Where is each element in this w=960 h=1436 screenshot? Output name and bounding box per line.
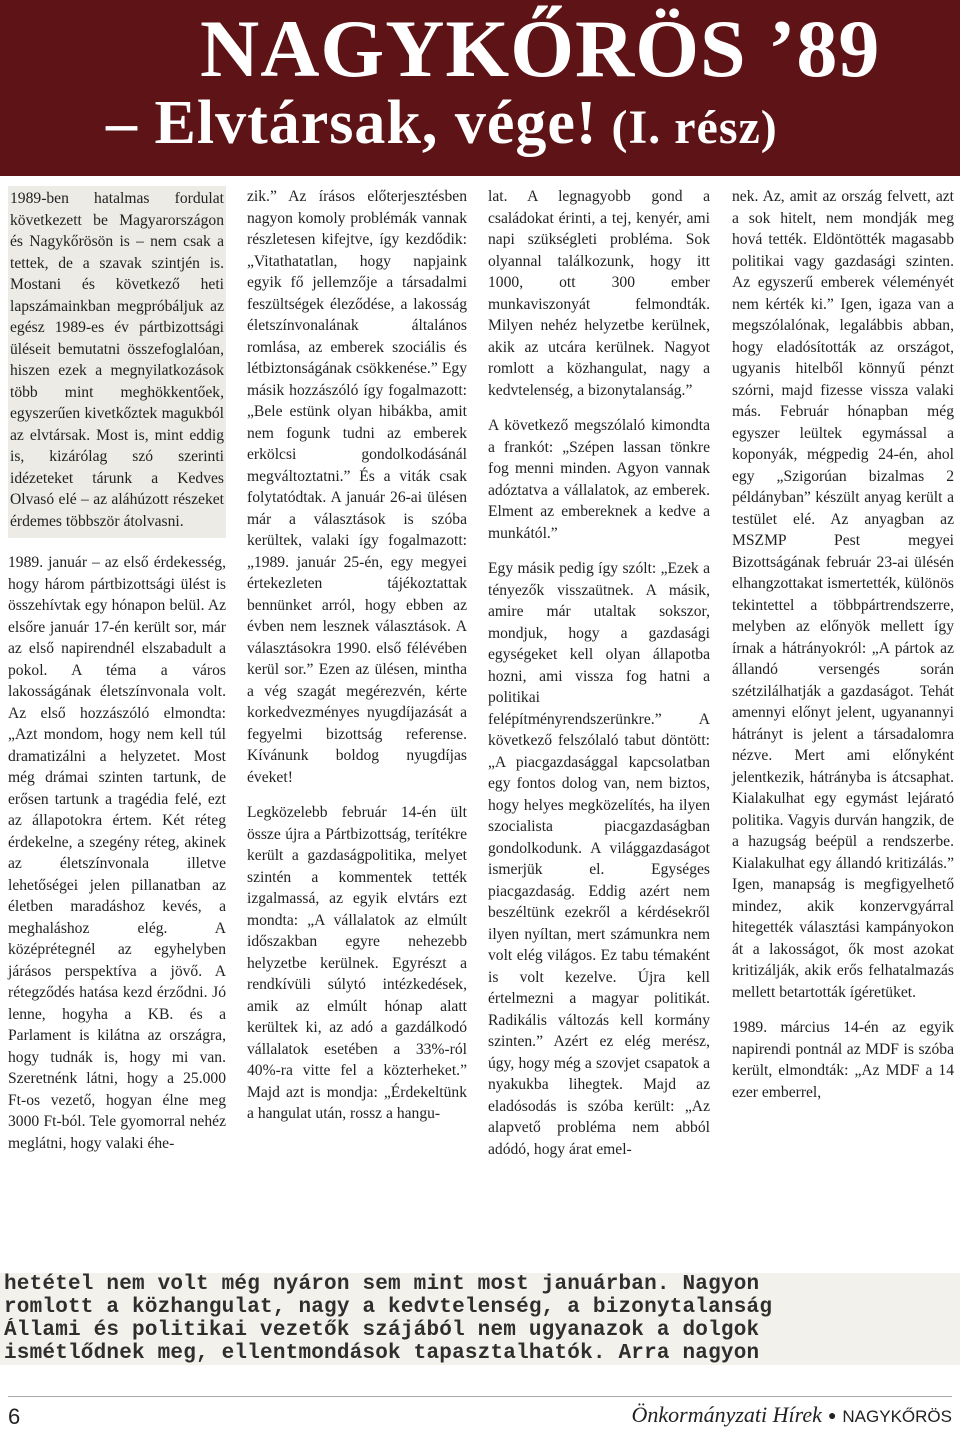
footer-rule	[8, 1396, 952, 1397]
title-main: – Elvtársak, vége!	[106, 89, 598, 157]
column-3	[488, 186, 710, 1174]
publication-town: NAGYKŐRÖS	[842, 1407, 952, 1426]
column-3-paragraph-1: lat. A legnagyobb gond a családokat érinti, a tej, kenyér, ami napi szükségleti probléma. Sok olyannal találkozunk, hogy itt 1000, ott 300 ember munkaviszonyát felmondták. Milyen nehéz helyzetbe kerülnek, akik az utcára kerülnek. Nagyot romlott a közhangulat, nagy a kedvtelenség, a bizonytalanság.”	[488, 188, 710, 399]
column-2-paragraph-1: zik.” Az írásos előterjesztésben nagyon komoly problémák vannak részletesen kifejtve, így kezdődik: „Vitathatatlan, hogy napjaink egyik fő jellemzője a társadalmi feszültségek éleződése, a lakosság életszínvonalának általános romlása, az emberek szociális és létbiztonságának csökkenése.” Egy másik hozzászóló így fogalmazott: „Bele estünk olyan hibákba, amit nem fogunk tudni az emberek erkölcsi gondolkodásánál megváltoztatni.” És a viták csak folytatódtak. A január 26-ai ülésen már a választások is szóba kerültek, valaki így fogalmazott: „1989. január 25-én, egy megyei értekezleten tájékoztattak bennünket arról, hogy ebben az évben nem lesznek választások. A választásokra 1990. első félévében kerül sor.” Ezen az ülésen, mintha a vég szagát megérezvén, kérte korkedvezményes nyugdíjazását a fegyelmi bizottság referense. Kívánunk boldog nyugdíjas éveket!	[247, 188, 467, 786]
column-4-paragraph-1: nek. Az, amit az ország felvett, azt a sok hitelt, nem mondják meg hová tették. Eldöntötték magasabb politikai vagy gazdasági szinten. Az egyszerű emberek véleményét nem kérték ki.” Igen, igaza van a megszólalónak, legalábbis abban, hogy eladósították az országot, ugyanis hitelből könnyű pénzt szórni, majd fizesse vissza valaki más. Február hónapban még egyszer leültek egymással a koponyák, mégpedig 24-én, ahol egy „Szigorúan bizalmas 2 példányban” készült anyag került a testület elé. Az anyagban az MSZMP Pest megyei Bizottságának február 23-ai ülésén elhangzottakat ismertették, különös tekintettel a többpártrendszerre, melyben az előnyök mellett így írnak a hátrányokról: „A pártok az állandó versengés során szétzilálhatják a gazdaságot. Tehát amennyi előnyt jelent, ugyanannyi hátrányt is jelent a társadalomra nézve. Mert ami előnyként jelentkezik, hátrányba is átcsaphat. Kialakulhat egy egymást lejárató politika. Vagyis durván hangzik, de a hazugság beépül a rendszerbe. Kialakulhat egy állandó kritizálás.” Igen, manapság is megfigyelhető mindez, akik konzervgyárral hitegették választási kampányokon át a lakosságot, ők most azokat kritizálják, akik erős felhatalmazás mellett betartották ígéretüket.	[732, 188, 954, 1001]
page-number: 6	[8, 1404, 21, 1429]
column-2	[247, 186, 467, 1139]
column-2-paragraph-2: Legközelebb február 14-én ült össze újra a Pártbizottság, terítékre került a gazdaságpolitika, melyet szintén a kommentek tették izgalmassá, az egyik elvtárs ezt mondta: „A vállalatok az elmúlt időszakban egyre nehezebb helyzetbe kerülnek. Egyrészt a rendkívüli súlytó intézkedések, amik az elmúlt hónap alatt kerültek ki, az adó a gazdálkodó vállalatok esetében a 33%-ról 40%-ra vitte fel a közterheket.” Majd azt is mondja: „Érdekeltünk a hangulat után, rossz a hangu-	[247, 804, 467, 1122]
bullet-icon: ●	[827, 1409, 837, 1424]
publication-name: Önkormányzati Hírek	[631, 1402, 822, 1427]
title-line-1: NAGYKŐRÖS ’89	[200, 3, 881, 94]
clipping-line: Állami és politikai vezetők szájából nem ugyanazok a dolgok	[4, 1319, 760, 1342]
title-part: (I. rész)	[611, 101, 778, 154]
typewritten-document-clipping	[0, 1273, 960, 1365]
title-line-2	[106, 89, 778, 157]
column-3-paragraph-3: Egy másik pedig így szólt: „Ezek a tényezők visszaütnek. A másik, amire már utaltak sokszor, mondjuk, hogy a gazdasági egységeket kell olyan állapotba hozni, ami vissza fog hatni a politikai felépítményrendszerünkre.” A következő felszólaló tabut döntött: „A piacgazdasággal kapcsolatban egy fontos dolog van, nem biztos, hogy helyes megközelítés, ha ilyen szocialista piacgazdaságban gondolkodunk. A világgazdaságot ismerjük el. Egységes piacgazdaság. Eddig azért nem beszéltünk ezekről a kérdésekről ilyen nyíltan, mert számunkra nem volt elég világos. Ez tabu témaként is volt kezelve. Újra kell értelmezni a magyar politikát. Radikális változás kell kormány szinten.” Azért ez elég merész, úgy, hogy még a szovjet csapatok a nyakukba lihegtek. Majd az eladósodás is szóba került: „Az alapvető probléma nem abból adódó, hogy árat emel-	[488, 560, 710, 1158]
title-banner	[0, 0, 960, 176]
column-3-paragraph-2: A következő megszólaló kimondta a frankót: „Szépen lassan tönkre fog menni minden. Agyon vannak adóztatva a vállalatok, az emberek. Elment az embereknek a kedve a munkától.”	[488, 417, 710, 542]
column-1-body: 1989. január – az első érdekesség, hogy három pártbizottsági ülést is összehívtak egy hónapon belül. Az elsőre január 17-én került sor, már az első napirendnél elszabadult a pokol. A téma a város lakosságának életszínvonala volt. Az első hozzászóló elmondta: „Azt mondom, hogy nem kell túl dramatizálni a helyzetet. Most még drámai szinten tartunk, de erősen tartunk a tragédia felé, ezt az állapotokra értem. Két réteg érdekelne, a szegény réteg, akinek az életszínvonala illetve lehetőségei jelen pillanatban az életben maradáshoz kevés, a meghaláshoz elég. A középrétegnél az egyhelyben járásos perspektíva a jövő. A rétegződés hatása kezd érződni. Jó lenne, hogyha a KB. és a Parlament is kilátna az országra, hogy tudnák is, hogy mi van. Szeretnénk látni, hogy a 25.000 Ft-os vezető, hogyan élne meg 3000 Ft-ból. Tele gyomorral nehéz meglátni, hogy valaki éhe-	[8, 554, 226, 1152]
lead-paragraph: 1989-ben hatalmas fordulat következett be Magyarországon és Nagykőrösön is – nem csak a tettek, de a szavak szintjén is. Mostani és következő heti lapszámainkban megpróbáljuk az egész 1989-es év pártbizottsági üléseit bemutatni összefoglalóan, hiszen ezek a megnyilatkozások több mint meghökkentőek, egyszerűen kivetkőztek magukból az elvtársak. Most is, mint eddig is, kizárólag szó szerinti idézeteket tárunk a Kedves Olvasó elé – az aláhúzott részeket érdemes többször átolvasni.	[8, 186, 226, 538]
clipping-line: romlott a közhangulat, nagy a kedvtelenség, a bizonytalanság	[4, 1296, 773, 1319]
clipping-line: ismétlődnek meg, ellentmondások tapasztalhatók. Arra nagyon	[4, 1342, 760, 1365]
column-4	[732, 186, 954, 1117]
clipping-line: hetétel nem volt még nyáron sem mint most januárban. Nagyon	[4, 1273, 760, 1296]
column-1	[8, 186, 226, 1168]
column-4-paragraph-2: 1989. március 14-én az egyik napirendi pontnál az MDF is szóba került, elmondták: „Az MDF a 14 ezer emberrel,	[732, 1019, 954, 1101]
publication-footer	[632, 1402, 953, 1428]
